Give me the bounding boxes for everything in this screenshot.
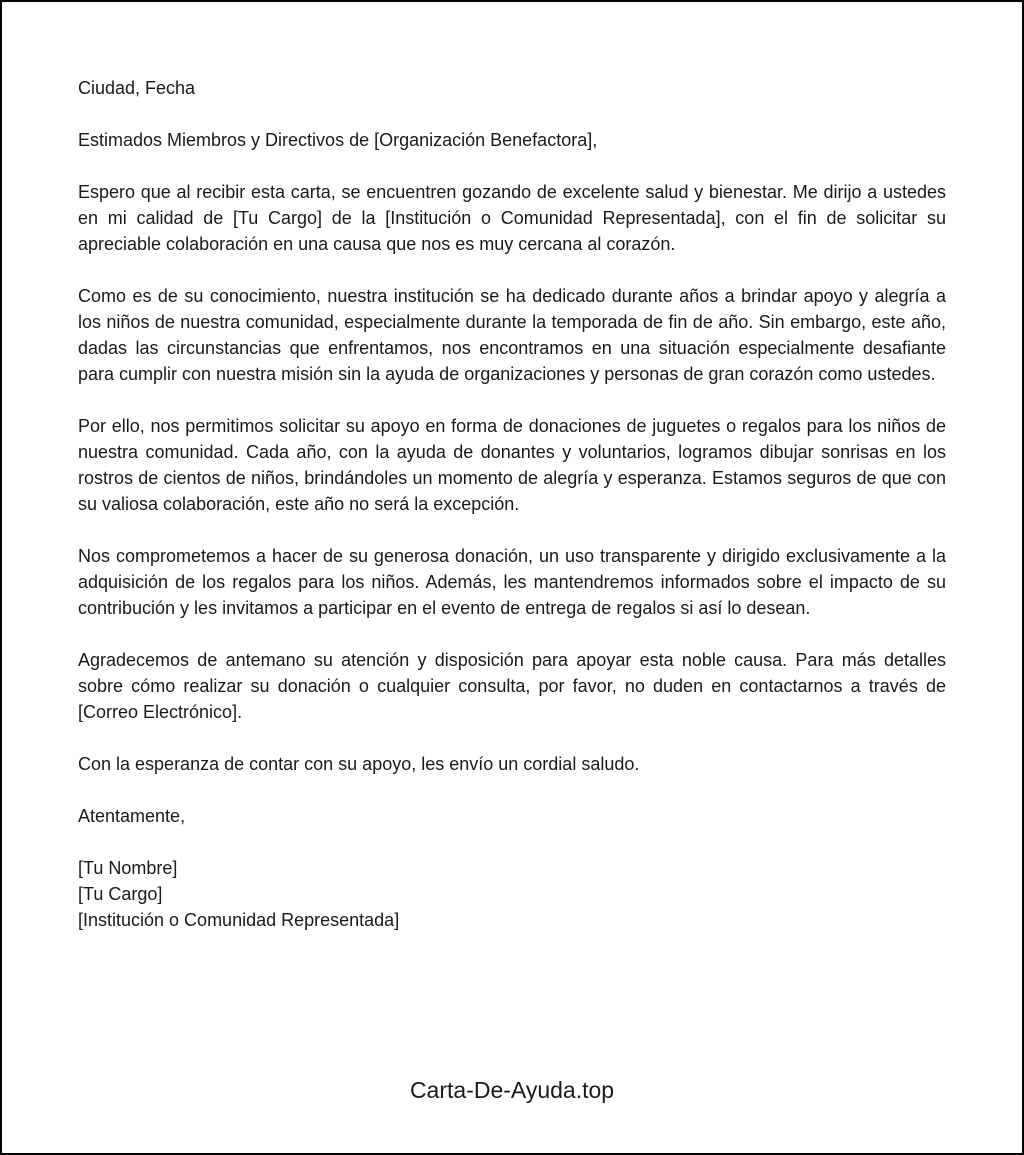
paragraph-1: Espero que al recibir esta carta, se encuentren gozando de excelente salud y bienestar. Me dirijo a ustedes en mi calidad de [Tu Cargo] de la [Institución o Comunidad Representada], con el fin de solicitar su apreciable colaboración en una causa que nos es muy cercana al corazón. [78, 182, 946, 254]
site-footer [2, 1077, 1022, 1104]
signature-block [78, 855, 946, 933]
letter-body [78, 75, 946, 933]
site-name: Carta-De-Ayuda.top [409, 1077, 615, 1103]
signature-institution: [Institución o Comunidad Representada] [78, 910, 400, 930]
date-line: Ciudad, Fecha [78, 78, 196, 98]
paragraph-5: Agradecemos de antemano su atención y disposición para apoyar esta noble causa. Para más detalles sobre cómo realizar su donación o cualquier consulta, por favor, no duden en contactarnos a través de [Correo Electrónico]. [78, 650, 946, 722]
paragraph-2: Como es de su conocimiento, nuestra institución se ha dedicado durante años a brindar apoyo y alegría a los niños de nuestra comunidad, especialmente durante la temporada de fin de año. Sin embargo, este año, dadas las circunstancias que enfrentamos, nos encontramos en una situación especialmente desafiante para cumplir con nuestra misión sin la ayuda de organizaciones y personas de gran corazón como ustedes. [78, 286, 946, 384]
salutation: Estimados Miembros y Directivos de [Organización Benefactora], [78, 130, 598, 150]
signature-name: [Tu Nombre] [78, 858, 178, 878]
closing-line: Con la esperanza de contar con su apoyo, les envío un cordial saludo. [78, 754, 640, 774]
paragraph-4: Nos comprometemos a hacer de su generosa donación, un uso transparente y dirigido exclusivamente a la adquisición de los regalos para los niños. Además, les mantendremos informados sobre el impacto de su contribución y les invitamos a participar en el evento de entrega de regalos si así lo desean. [78, 546, 946, 618]
paragraph-3: Por ello, nos permitimos solicitar su apoyo en forma de donaciones de juguetes o regalos para los niños de nuestra comunidad. Cada año, con la ayuda de donantes y voluntarios, logramos dibujar sonrisas en los rostros de cientos de niños, brindándoles un momento de alegría y esperanza. Estamos seguros de que con su valiosa colaboración, este año no será la excepción. [78, 416, 946, 514]
signoff: Atentamente, [78, 806, 186, 826]
signature-role: [Tu Cargo] [78, 884, 163, 904]
